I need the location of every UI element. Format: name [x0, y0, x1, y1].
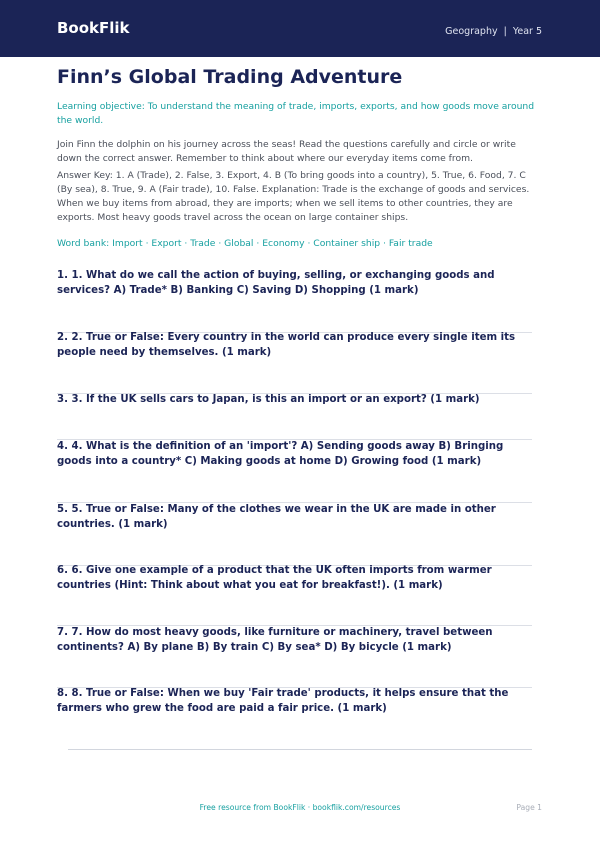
question-6: 6. 6. Give one example of a product that the UK often imports from warmer countries (Hint: Think about what you eat for breakfast!). (1 mark): [57, 565, 492, 591]
subject-year: [445, 27, 542, 37]
word-bank: Word bank: Import · Export · Trade · Global · Economy · Container ship · Fair trade: [57, 238, 433, 249]
answer-key: Answer Key: 1. A (Trade), 2. False, 3. Export, 4. B (To bring goods into a country), 5. True, 6. Food, 7. C (By sea), 8. True, 9. A (Fair trade), 10. False. Explanation: Trade is the exchange of goods and services. When we buy items from abroad, they are imports; when we sell items to other countries, they are exports. Most heavy goods travel across the ocean on large container ships.: [57, 170, 530, 223]
worksheet-title: Finn’s Global Trading Adventure: [57, 66, 403, 88]
separator: |: [503, 26, 507, 37]
footer-divider: [68, 749, 532, 750]
question-8: 8. 8. True or False: When we buy 'Fair trade' products, it helps ensure that the farmers who grew the food are paid a fair price. (1 mark): [57, 688, 509, 714]
question-7: 7. 7. How do most heavy goods, like furniture or machinery, travel between continents? A) By plane B) By train C) By sea* D) By bicycle (1 mark): [57, 627, 493, 653]
year-label: Year 5: [512, 26, 542, 37]
subject-label: Geography: [445, 26, 498, 37]
question-1: 1. 1. What do we call the action of buying, selling, or exchanging goods and services? A) Trade* B) Banking C) Saving D) Shopping (1 mark): [57, 270, 495, 296]
question-2: 2. 2. True or False: Every country in the world can produce every single item its people need by themselves. (1 mark): [57, 332, 516, 358]
footer-resource-link[interactable]: Free resource from BookFlik · bookflik.com/resources: [199, 803, 401, 812]
brand-logo[interactable]: BookFlik: [57, 19, 130, 37]
intro-text: Join Finn the dolphin on his journey across the seas! Read the questions carefully and circle or write down the correct answer. Remember to think about where our everyday items come from.: [57, 139, 516, 164]
question-3: 3. 3. If the UK sells cars to Japan, is this an import or an export? (1 mark): [57, 394, 480, 405]
page-number: Page 1: [516, 803, 542, 812]
header-bar: [0, 0, 600, 57]
learning-objective: Learning objective: To understand the meaning of trade, imports, exports, and how goods move around the world.: [57, 101, 535, 126]
question-4: 4. 4. What is the definition of an 'import'? A) Sending goods away B) Bringing goods into a country* C) Making goods at home D) Growing food (1 mark): [57, 441, 504, 467]
question-5: 5. 5. True or False: Many of the clothes we wear in the UK are made in other countries. (1 mark): [57, 504, 496, 530]
